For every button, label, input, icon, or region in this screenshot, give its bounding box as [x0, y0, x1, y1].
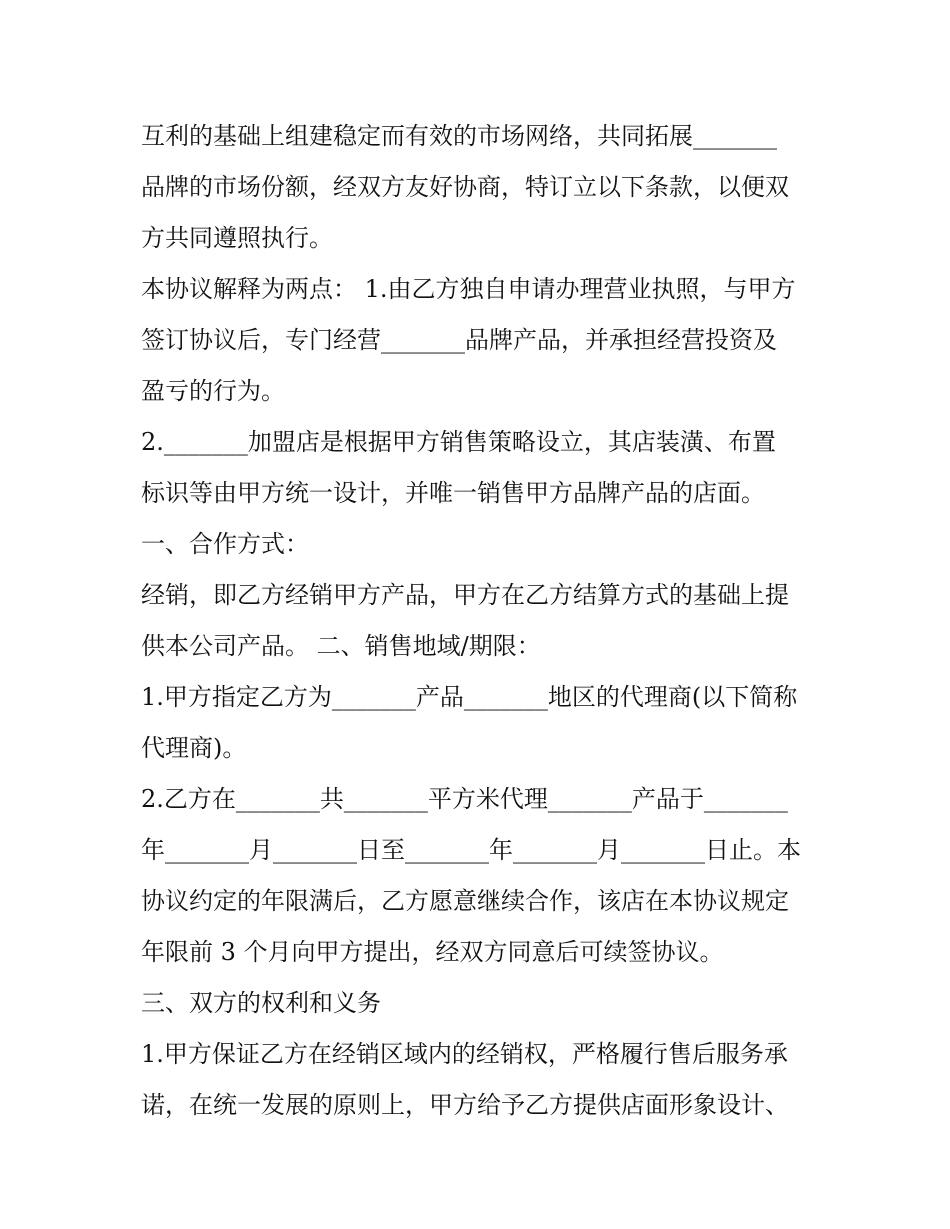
text-line: 2.乙方在_______共_______平方米代理_______产品于_______ [141, 785, 788, 813]
text-line: 代理商)。 [141, 734, 247, 762]
text-line: 标识等由甲方统一设计，并唯一销售甲方品牌产品的店面。 [141, 479, 765, 507]
text-line: 经销，即乙方经销甲方产品，甲方在乙方结算方式的基础上提 [141, 581, 789, 609]
text-line: 诺，在统一发展的原则上，甲方给予乙方提供店面形象设计、 [141, 1091, 789, 1119]
text-line: 方共同遵照执行。 [141, 224, 333, 252]
document-page [141, 111, 821, 1131]
text-line: 供本公司产品。 二、销售地域/期限： [141, 632, 541, 660]
section-heading: 三、双方的权利和义务 [141, 989, 381, 1017]
text-line: 1.甲方保证乙方在经销区域内的经销权，严格履行售后服务承 [141, 1040, 788, 1068]
text-line: 盈亏的行为。 [141, 377, 285, 405]
text-line: 1.甲方指定乙方为_______产品_______地区的代理商(以下简称 [141, 683, 798, 711]
text-line: 2._______加盟店是根据甲方销售策略设立，其店装潢、布置 [141, 428, 776, 456]
text-line: 签订协议后，专门经营_______品牌产品，并承担经营投资及 [141, 326, 777, 354]
text-line: 年_______月_______日至_______年_______月_______日止。本 [141, 836, 801, 864]
text-line: 本协议解释为两点： 1.由乙方独自申请办理营业执照，与甲方 [141, 275, 796, 303]
text-line: 年限前 3 个月向甲方提出，经双方同意后可续签协议。 [141, 938, 724, 966]
section-heading: 一、合作方式： [141, 530, 309, 558]
text-line: 协议约定的年限满后，乙方愿意继续合作，该店在本协议规定 [141, 887, 789, 915]
text-line: 互利的基础上组建稳定而有效的市场网络，共同拓展_______ [141, 122, 777, 150]
text-line: 品牌的市场份额，经双方友好协商，特订立以下条款，以便双 [141, 173, 789, 201]
